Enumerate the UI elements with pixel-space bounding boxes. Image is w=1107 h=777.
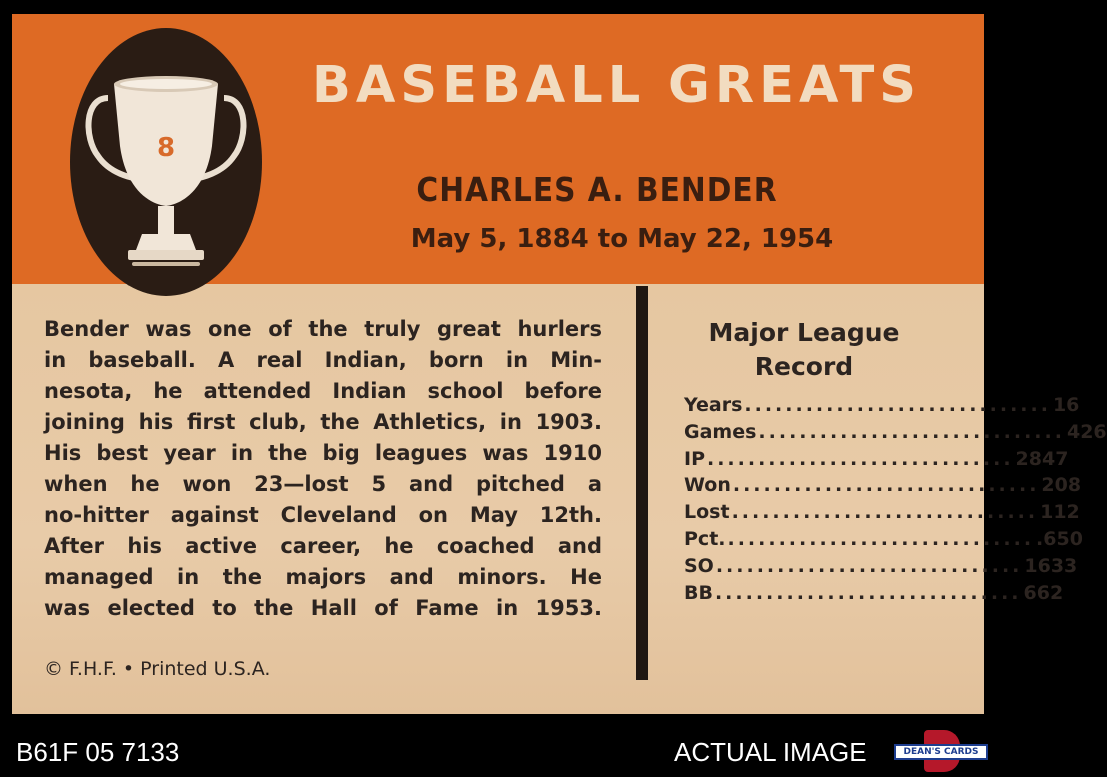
record-value: 426 xyxy=(1066,420,1107,443)
record-label: BB xyxy=(684,581,713,604)
record-value: 112 xyxy=(1040,501,1080,524)
bio-line: nesota, he attended Indian school before xyxy=(44,379,602,403)
bio-line: no-hitter against Cleveland on May 12th. xyxy=(44,503,602,527)
record-value: 16 xyxy=(1052,394,1080,416)
record-label: SO xyxy=(684,554,714,577)
record-label: Won xyxy=(684,474,731,497)
bio-line: managed in the majors and minors. He xyxy=(44,565,602,589)
record-row-lost xyxy=(684,499,1080,526)
logo-text: DEAN'S CARDS xyxy=(894,744,988,760)
record-row-bb xyxy=(684,580,1064,607)
record-row-games xyxy=(684,419,1107,446)
record-value: 208 xyxy=(1041,474,1082,497)
record-row-years xyxy=(684,392,1080,419)
leader-dots: .............................. xyxy=(714,581,1022,604)
leader-dots: .............................. xyxy=(707,447,1014,470)
record-heading xyxy=(684,316,924,384)
bio-line: when he won 23—lost 5 and pitched a xyxy=(44,472,602,496)
record-value: 662 xyxy=(1023,581,1064,604)
bio-line: His best year in the big leagues was 1910 xyxy=(44,441,602,465)
record-heading-line2: Record xyxy=(754,352,854,381)
column-divider xyxy=(636,286,648,680)
trophy-icon xyxy=(70,28,262,296)
record-value: 2847 xyxy=(1015,447,1069,470)
record-label: Lost xyxy=(684,501,730,524)
player-name: CHARLES A. BENDER xyxy=(416,170,778,209)
record-label: IP xyxy=(684,447,705,470)
copyright-line: © F.H.F. • Printed U.S.A. xyxy=(44,658,271,680)
record-label: Years xyxy=(684,394,743,416)
actual-image-label: ACTUAL IMAGE xyxy=(674,737,867,767)
bio-line: joining his first club, the Athletics, in 1903. xyxy=(44,410,602,434)
deans-cards-logo xyxy=(894,730,988,772)
baseball-card-back xyxy=(12,14,1107,714)
leader-dots: .............................. xyxy=(731,501,1039,524)
leader-dots: .............................. xyxy=(732,474,1040,497)
record-label: Games xyxy=(684,420,757,443)
bio-line: After his active career, he coached and xyxy=(44,534,602,558)
trophy-number: 8 xyxy=(156,133,176,163)
record-row-won xyxy=(684,472,1082,499)
leader-dots: .............................. xyxy=(758,420,1065,443)
record-value: .650 xyxy=(1036,527,1083,550)
bio-line: Bender was one of the truly great hurlers xyxy=(44,317,602,341)
player-life-dates: May 5, 1884 to May 22, 1954 xyxy=(410,224,834,254)
record-heading-line1: Major League xyxy=(708,318,900,347)
inventory-id: B61F 05 7133 xyxy=(16,737,180,767)
series-title: BASEBALL GREATS xyxy=(312,56,922,115)
leader-dots: .............................. xyxy=(727,527,1035,550)
biography-text xyxy=(44,314,602,624)
record-stats-list xyxy=(684,392,1107,606)
leader-dots: .............................. xyxy=(715,554,1023,577)
record-row-so xyxy=(684,553,1078,580)
record-value: 1633 xyxy=(1024,554,1078,577)
bio-line: in baseball. A real Indian, born in Min- xyxy=(44,348,602,372)
bio-line: was elected to the Hall of Fame in 1953. xyxy=(44,596,602,620)
record-label: Pct. xyxy=(684,527,726,550)
record-row-pct xyxy=(684,526,1083,553)
leader-dots: .............................. xyxy=(744,394,1051,416)
record-row-ip xyxy=(684,446,1069,473)
